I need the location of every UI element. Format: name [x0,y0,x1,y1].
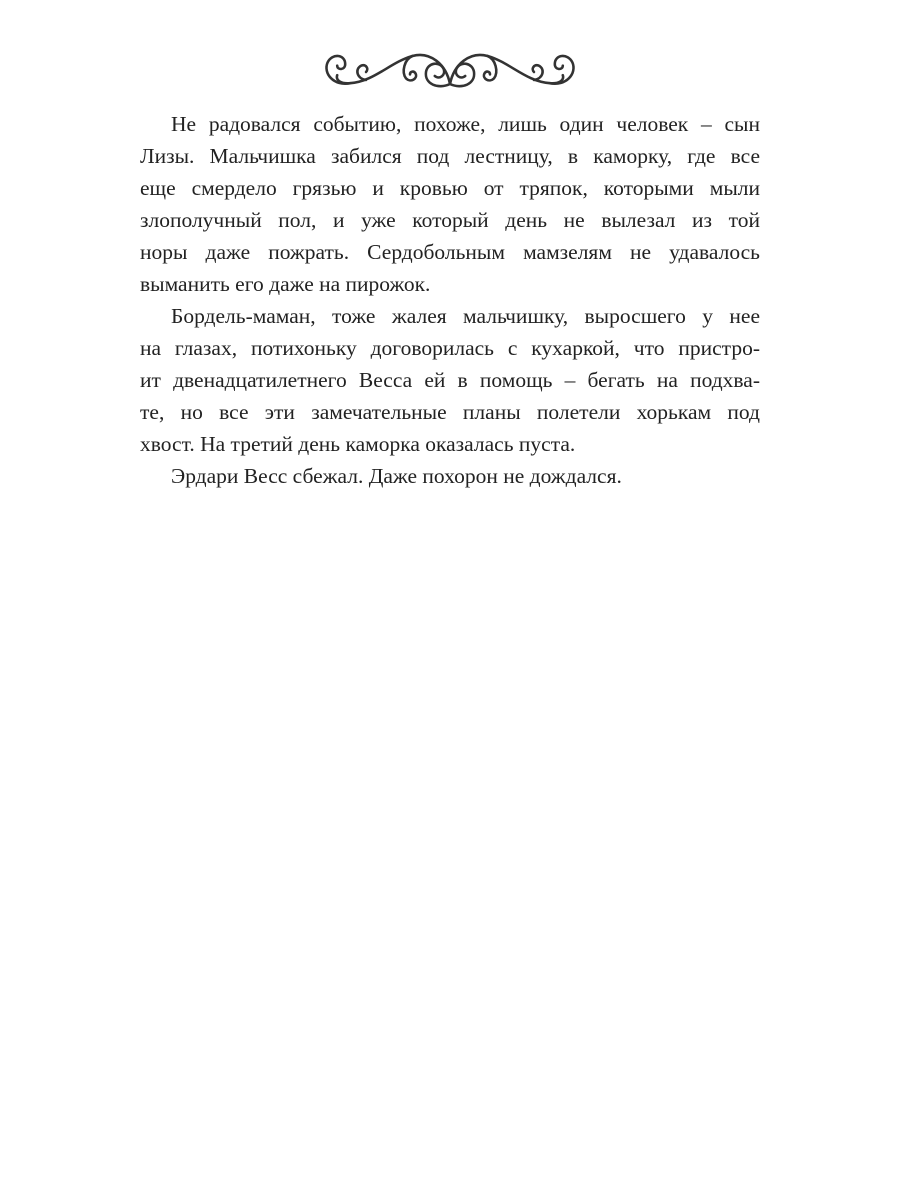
text-line: те, но все эти замечательные планы полетели хорькам под [140,400,760,424]
text-line: ит двенадцатилетнего Весса ей в помощь – бегать на подхва- [140,368,760,392]
text-line: норы даже пожрать. Сердобольным мамзелям не удавалось [140,240,760,264]
paragraph-2 [140,300,760,460]
text-line: Бордель-маман, тоже жалея мальчишку, выросшего у нее [171,304,760,328]
text-line: Лизы. Мальчишка забился под лестницу, в каморку, где все [140,144,760,168]
text-line: злополучный пол, и уже который день не вылезал из той [140,208,760,232]
text-line: хвост. На третий день каморка оказалась пуста. [140,432,576,456]
text-line: Эрдари Весс сбежал. Даже похорон не дождался. [171,464,622,488]
flourish-divider-icon [300,40,600,96]
text-line: выманить его даже на пирожок. [140,272,431,296]
paragraph-3 [140,460,760,492]
text-line: еще смердело грязью и кровью от тряпок, которыми мыли [140,176,760,200]
text-line: Не радовался событию, похоже, лишь один человек – сын [171,112,760,136]
text-line: на глазах, потихоньку договорилась с кухаркой, что пристро- [140,336,760,360]
paragraph-1 [140,108,760,300]
body-text [140,108,760,492]
